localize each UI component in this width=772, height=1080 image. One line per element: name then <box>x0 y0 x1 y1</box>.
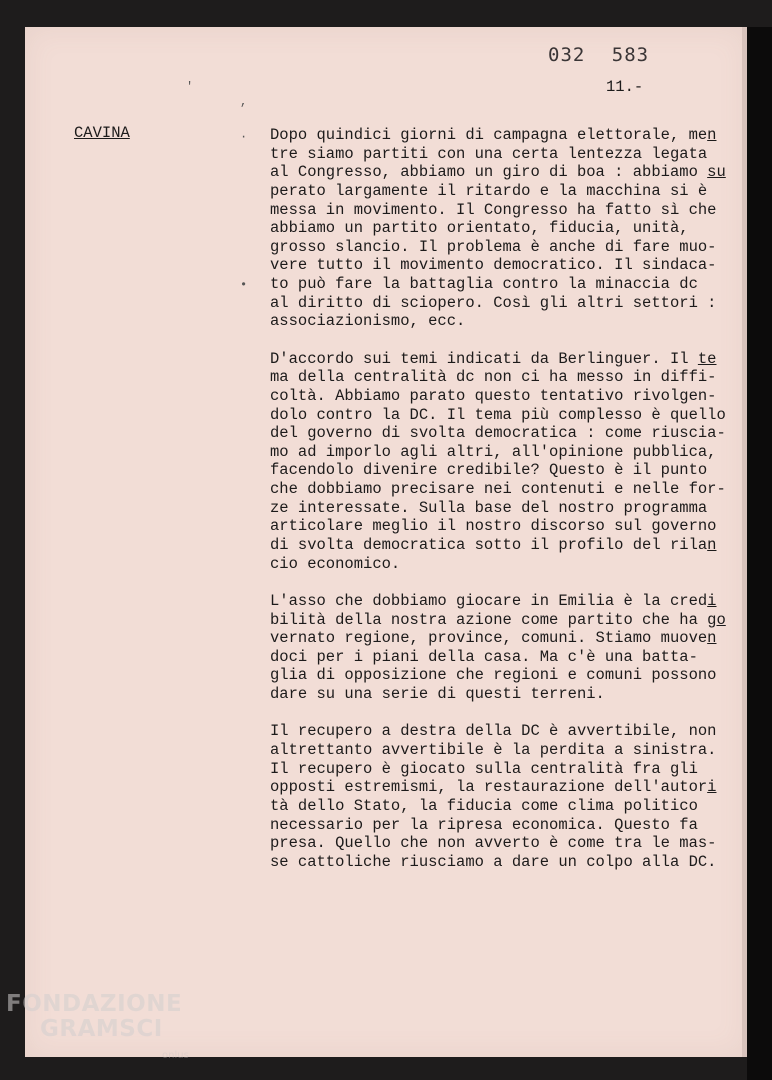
text-line <box>270 294 740 313</box>
text-fragment: che dobbiamo precisare nei contenuti e nelle for- <box>270 480 726 499</box>
text-fragment: dare su una serie di questi terreni. <box>270 685 605 704</box>
text-fragment: vere tutto il movimento democratico. Il sindaca- <box>270 256 717 275</box>
text-line <box>270 163 740 182</box>
text-fragment: al Congresso, abbiamo un giro di boa : abbiamo <box>270 163 708 182</box>
text-fragment: perato largamente il ritardo e la macchina si è <box>270 181 708 200</box>
text-fragment: grosso slancio. Il problema è anche di fare muo- <box>270 237 717 256</box>
text-fragment: bilità della nostra azione come partito che ha <box>270 610 708 629</box>
text-line <box>270 853 740 872</box>
text-fragment: ze interessate. Sulla base del nostro programma <box>270 498 708 517</box>
text-fragment: abbiamo un partito orientato, fiducia, unità, <box>270 219 689 238</box>
underlined-fragment: n <box>707 536 717 555</box>
underlined-fragment: go <box>707 610 726 629</box>
text-line <box>270 629 740 648</box>
text-line <box>270 424 740 443</box>
text-line <box>270 685 740 704</box>
text-line <box>270 760 740 779</box>
text-line <box>270 350 740 369</box>
underlined-fragment: i <box>707 778 717 797</box>
text-line <box>270 816 740 835</box>
text-line <box>270 592 740 611</box>
text-line <box>270 256 740 275</box>
text-line <box>270 387 740 406</box>
text-fragment: Il recupero è giocato sulla centralità fra gli <box>270 759 698 778</box>
paragraph <box>270 126 740 331</box>
paragraph <box>270 350 740 574</box>
text-fragment: presa. Quello che non avverto è come tra le mas- <box>270 834 717 853</box>
transcript-body <box>270 126 740 890</box>
text-fragment: tà dello Stato, la fiducia come clima politico <box>270 796 698 815</box>
text-fragment: L'asso che dobbiamo giocare in Emilia è la cred <box>270 591 708 610</box>
text-fragment: di svolta democratica sotto il profilo del rila <box>270 536 708 555</box>
text-line <box>270 536 740 555</box>
text-line <box>270 461 740 480</box>
text-fragment: altrettanto avvertibile è la perdita a sinistra. <box>270 741 717 759</box>
underlined-fragment: su <box>707 163 726 182</box>
text-fragment: tre siamo partiti con una certa lentezza legata <box>270 144 708 163</box>
archive-stamp-number: 032 583 <box>548 44 650 66</box>
text-line <box>270 778 740 797</box>
text-fragment: cio economico. <box>270 554 401 573</box>
text-line <box>270 741 740 760</box>
text-fragment: ma della centralità dc non ci ha messo in diffi- <box>270 368 717 387</box>
text-fragment: to può fare la battaglia contro la minaccia dc <box>270 275 698 294</box>
margin-mark: • <box>240 278 248 292</box>
text-line <box>270 722 740 741</box>
text-line <box>270 312 740 331</box>
margin-mark: ' <box>186 80 194 94</box>
text-line <box>270 201 740 220</box>
text-fragment: coltà. Abbiamo parato questo tentativo rivolgen- <box>270 386 717 405</box>
text-line <box>270 219 740 238</box>
text-fragment: Dopo quindici giorni di campagna elettorale, me <box>270 126 708 144</box>
margin-mark: , <box>240 95 248 109</box>
text-line <box>270 797 740 816</box>
text-line <box>270 517 740 536</box>
text-line <box>270 555 740 574</box>
text-line <box>270 666 740 685</box>
text-fragment: opposti estremismi, la restaurazione dell'autor <box>270 778 708 797</box>
text-line <box>270 480 740 499</box>
text-fragment: associazionismo, ecc. <box>270 312 466 331</box>
underlined-fragment: te <box>697 349 717 368</box>
text-fragment: messa in movimento. Il Congresso ha fatto sì che <box>270 200 717 219</box>
underlined-fragment: n <box>707 126 717 144</box>
underlined-fragment: i <box>707 591 717 610</box>
text-line <box>270 499 740 518</box>
text-line <box>270 443 740 462</box>
text-line <box>270 126 740 145</box>
logo-line-2: GRAMSCI <box>40 1016 163 1042</box>
text-fragment: necessario per la ripresa economica. Questo fa <box>270 815 698 834</box>
text-fragment: se cattoliche riusciamo a dare un colpo alla DC. <box>270 852 717 871</box>
paragraph <box>270 722 740 871</box>
speaker-name: CAVINA <box>74 124 130 142</box>
text-fragment: facendolo divenire credibile? Questo è il punto <box>270 461 708 480</box>
logo-subtitle: onlus <box>162 1050 189 1061</box>
text-fragment: articolare meglio il nostro discorso sul governo <box>270 517 717 536</box>
text-line <box>270 648 740 667</box>
margin-mark: · <box>240 130 248 144</box>
page-number: 11.- <box>606 78 644 96</box>
text-fragment: Il recupero a destra della DC è avvertibile, non <box>270 722 717 741</box>
text-line <box>270 406 740 425</box>
text-fragment: dolo contro la DC. Il tema più complesso è quello <box>270 405 726 424</box>
text-fragment: doci per i piani della casa. Ma c'è una batta- <box>270 647 698 666</box>
archive-logo <box>6 992 182 1042</box>
text-line <box>270 611 740 630</box>
text-line <box>270 182 740 201</box>
text-fragment: vernato regione, province, comuni. Stiamo muove <box>270 629 708 648</box>
text-line <box>270 145 740 164</box>
text-fragment: mo ad imporlo agli altri, all'opinione pubblica, <box>270 442 717 461</box>
text-fragment: al diritto di sciopero. Così gli altri settori : <box>270 293 717 312</box>
text-line <box>270 834 740 853</box>
text-line <box>270 275 740 294</box>
text-fragment: del governo di svolta democratica : come riuscia- <box>270 424 726 443</box>
text-fragment: D'accordo sui temi indicati da Berlinguer. Il <box>270 349 698 368</box>
text-line <box>270 368 740 387</box>
scan-border <box>747 27 772 1080</box>
logo-line-1: FONDAZIONE <box>6 991 183 1017</box>
paragraph <box>270 592 740 704</box>
underlined-fragment: n <box>707 629 717 648</box>
text-fragment: glia di opposizione che regioni e comuni possono <box>270 666 717 685</box>
text-line <box>270 238 740 257</box>
